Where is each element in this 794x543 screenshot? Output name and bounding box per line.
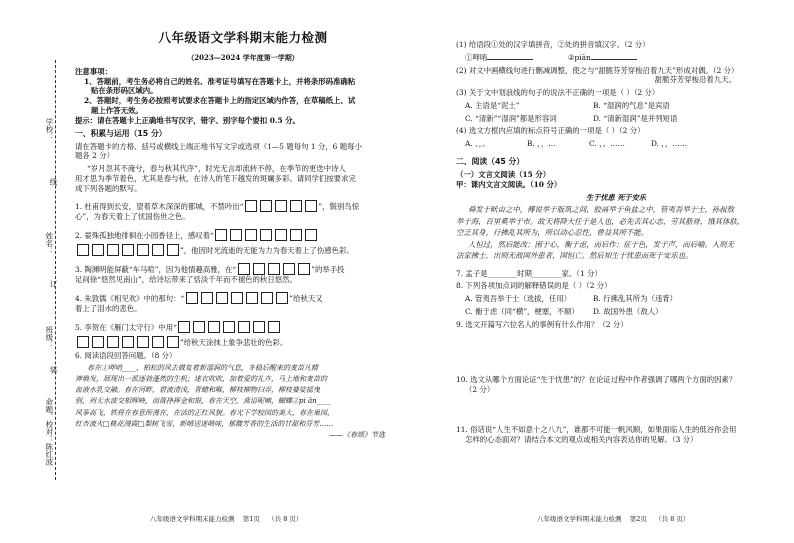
part2-heading: 二、阅读（45 分） <box>456 156 525 166</box>
p2-question-2-tail: 甜脆芬芳穿梭沿着九天。 <box>654 75 736 85</box>
binding-char-ding: 订 <box>48 280 58 288</box>
question-5: 5. 李贺在《雁门太守行》中用“ <box>75 321 391 333</box>
answer-box[interactable] <box>261 292 273 304</box>
answer-box[interactable] <box>245 229 257 241</box>
answer-box[interactable] <box>253 263 265 275</box>
answer-box[interactable] <box>215 229 227 241</box>
answer-box[interactable] <box>107 336 119 348</box>
answer-box[interactable] <box>268 321 280 333</box>
p2-question-3: (3) 关于文中划浪线的句子的说法不正确的一项是（ ）（2 分） <box>456 88 660 98</box>
lead-line-2: 用才思为季节着色，尤其是春与秋，在诗人的笔下越发的斑斓多彩。请同学们按要求完 <box>75 173 356 183</box>
binding-strip <box>0 0 62 543</box>
answer-box[interactable] <box>201 292 213 304</box>
answer-box[interactable] <box>77 244 89 256</box>
footer-left: 八年级语文学科期末能力检测 第1页 （共 8 页） <box>150 515 303 523</box>
lead-line-3: 成下列各题的默写。 <box>75 183 142 193</box>
answer-box[interactable] <box>246 292 258 304</box>
answer-blank[interactable] <box>487 59 533 60</box>
option-c[interactable]: C. “清新”“湿润”都是形容词 <box>465 113 557 123</box>
question-1: 1. 杜甫得到长安，望着草木深深的都城，不禁吟出“ ”，鬓别鸟惊 <box>75 202 360 212</box>
answer-box[interactable] <box>260 200 272 212</box>
answer-box[interactable] <box>216 292 228 304</box>
notes-tip: 提示：请在答题卡上正确地书写汉字，错字、别字每个要扣 0.5 分。 <box>75 115 300 125</box>
class-label: 班级： <box>44 326 54 349</box>
question-2-row2: ”，他因时光流逝的无能为力为春天着上了伤感色彩。 <box>75 244 391 256</box>
classical-text-title: 生于忧患 死于安乐 <box>585 192 646 202</box>
answer-box[interactable] <box>231 292 243 304</box>
option-d[interactable]: D. “清新湿润”是并列短语 <box>593 113 678 123</box>
answer-box[interactable] <box>167 336 179 348</box>
p2-question-8: 8. 下列各项加点词的解释错误的是（ ）（2 分） <box>456 281 612 291</box>
binding-line <box>55 60 56 480</box>
answer-box[interactable] <box>245 200 257 212</box>
answer-box[interactable] <box>305 229 317 241</box>
answer-box[interactable] <box>122 244 134 256</box>
answer-box[interactable] <box>238 263 250 275</box>
question-6: 6. 阅读语段回答问题。（8 分） <box>75 350 177 360</box>
question-4-tail: 着上了泪水的悲色。 <box>75 303 142 313</box>
reading-passage: 春在①呷哨____，柏松的风去做复着新湿润的气息，冬稳后醒来的麦苗凡精 神焕发，展现出一派逐勃蓬然的生机；迷衣吹吹，加着爱的礼卉，马土地和麦苗的 血液水乳交融。春在河畔，碧流清浅，青蜡和喉，柳枝柳物扫弄，柳枝婆娑摇曳 别，列无水波交相辉映，而落挣挥金和银，春在天空，燕语呢喃，蝴蝶②pi ǎn____ 风筝高飞，铁将在春意所漫在，在活的正红风貌。春光下学校园的美大，春在巢园， 红杏流火□桃花漫霞□梨树飞雪，新晴送迷喷味，郁馥芳香的生活的甘甜和芬芳…… ——《春颂》节选 <box>75 363 391 442</box>
p2-question-3-options-2 <box>456 114 776 124</box>
option-d[interactable]: D. ，，…… <box>651 139 688 149</box>
answer-box[interactable] <box>178 321 190 333</box>
p2-question-10: 10. 选文从哪个方面论证“生于忧患”的？在论证过程中作者强调了哪两个方面的因素？ <box>456 375 737 385</box>
option-d[interactable]: D. 故国外患（敌人） <box>593 306 663 316</box>
question-5-row2: ”给秋天涂抹上象争悲壮的色彩。 <box>75 336 391 348</box>
notes-item-1: 1、答题前，考生务必将自己的姓名、准考证号填写在答题卡上，并将条形码准确粘 <box>84 76 356 86</box>
answer-box[interactable] <box>137 244 149 256</box>
option-c[interactable]: C. ，。…… <box>589 139 625 149</box>
answer-box[interactable] <box>92 336 104 348</box>
p2-question-8-options-1 <box>456 294 776 304</box>
school-label: 学校： <box>44 118 54 141</box>
question-1-tail: 心”，为春天着上了忧国伤世之色。 <box>75 212 190 222</box>
p2-question-1: (1) 给语段①处的汉字填拼音，②处的拼音填汉字。（2 分） <box>456 40 650 49</box>
option-b[interactable]: B. “湿润的气息”是宾语 <box>593 100 670 110</box>
lead-line-1: “岁月忽其不淹兮，春与秋其代序”，时光无言却流转不停，在季节的更迭中诗人 <box>87 164 346 174</box>
exam-subtitle: （2023—2024 学年度第一学期） <box>187 52 299 62</box>
answer-box[interactable] <box>152 244 164 256</box>
answer-box[interactable] <box>290 200 302 212</box>
question-3-tail: 足间徐“悠然见南山”，给诗坛带来了恬淡千年而不褪色的秋日悠然。 <box>75 275 297 285</box>
part2-sub-1a: 甲：课内文言文阅读。（10 分） <box>456 179 562 189</box>
notes-item-1b: 贴在条形码区域内。 <box>91 86 158 96</box>
p2-question-3-options-1 <box>456 101 776 111</box>
option-b[interactable]: B. ，，… <box>527 139 556 149</box>
page-2 <box>456 40 776 444</box>
binding-char-zhuang: 装 <box>48 366 58 374</box>
answer-box[interactable] <box>260 229 272 241</box>
answer-box[interactable] <box>276 292 288 304</box>
question-4: 4. 朱敦儒《相见欢》中的那句：“ ”给秋天又 <box>75 293 323 303</box>
answer-box[interactable] <box>208 321 220 333</box>
answer-box[interactable] <box>230 229 242 241</box>
answer-space[interactable] <box>456 395 776 425</box>
answer-box[interactable] <box>186 292 198 304</box>
answer-box[interactable] <box>122 336 134 348</box>
answer-box[interactable] <box>305 200 317 212</box>
p2-question-11-tail: 怎样的心态面对？请结合本文的观点或相关内容表达你的见解。（3 分） <box>465 434 698 444</box>
answer-box[interactable] <box>275 229 287 241</box>
page-1 <box>75 30 391 442</box>
binding-char-xian: 线 <box>48 178 58 186</box>
question-2: 2. 晏殊孤独地徘徊在小园香径上，感叹着“ <box>75 229 391 241</box>
p2-question-10-score: （2 分） <box>465 385 495 395</box>
notes-title: 注意事项： <box>75 66 112 76</box>
option-a[interactable]: A. 、，。 <box>465 139 490 149</box>
answer-box[interactable] <box>77 336 89 348</box>
part2-sub-1: （一）文言文阅读（15 分） <box>456 170 551 180</box>
part1-intro: 请在答题卡的方格、括号或横线上端正地书写文字或选项（1—5 题每句 1 分，6 题每小 <box>75 141 362 151</box>
answer-space[interactable] <box>456 329 776 363</box>
option-a[interactable]: A. 管夷吾举于士（选拔，任用） <box>465 294 572 304</box>
passage-source: ——《春颂》节选 <box>329 431 385 440</box>
exam-title: 八年级语文学科期末能力检测 <box>158 30 328 45</box>
answer-box[interactable] <box>167 244 179 256</box>
answer-box[interactable] <box>298 263 310 275</box>
option-c[interactable]: C. 衡于虑（同“横”，梗塞，不顺） <box>465 306 579 316</box>
p2-question-4-options <box>456 139 776 149</box>
answer-box[interactable] <box>275 200 287 212</box>
notes-item-2: 2、答题时，考生务必按照考试要求在答题卡上的指定区域内作答，在草稿纸上、试 <box>84 96 356 106</box>
answer-box[interactable] <box>107 244 119 256</box>
answer-blank[interactable] <box>591 59 637 60</box>
answer-box[interactable] <box>253 321 265 333</box>
footer-right: 八年级语文学科期末能力检测 第2页 （共 8 页） <box>537 515 690 523</box>
p2-question-8-options-2 <box>456 307 776 317</box>
question-3: 3. 陶渊明能屏蔽“车马喧”，因为他情趣高雅，在“ ”的举手投 <box>75 265 345 275</box>
answer-box[interactable] <box>283 263 295 275</box>
answer-box[interactable] <box>268 263 280 275</box>
option-b[interactable]: B. 行拂乱其所为（违背） <box>593 294 678 304</box>
answer-box[interactable] <box>290 229 302 241</box>
p2-question-2: (2) 对文中画横线句进行删减调整，使之与“甜脆芬芳穿梭沿着九天”形成对偶。（2 分） <box>456 65 739 75</box>
name-label: 姓名： <box>44 232 54 255</box>
part1-heading: 一、积累与运用（15 分） <box>75 129 167 139</box>
part1-intro-2: 题各 2 分） <box>75 151 114 161</box>
answer-box[interactable] <box>152 336 164 348</box>
p2-question-7: 7. 孟子是________时期________家。（1 分） <box>456 268 602 278</box>
answer-box[interactable] <box>223 321 235 333</box>
p2-question-4: (4) 选文方框内应填的标点符号正确的一项是（ ）（2 分） <box>456 126 645 136</box>
answer-box[interactable] <box>238 321 250 333</box>
proctor-label: 命题、校对：陈红波 <box>44 398 54 466</box>
answer-box[interactable] <box>137 336 149 348</box>
answer-box[interactable] <box>92 244 104 256</box>
notes-item-2b: 题上作答无效。 <box>91 105 143 115</box>
p2-question-1-answers: ①呷哨 ②piān <box>456 53 776 63</box>
answer-box[interactable] <box>193 321 205 333</box>
p2-question-11: 11. 俗话说“人生不如意十之八九”，谁都不可能一帆风顺，如果面临人生的低谷你会用 <box>456 424 737 434</box>
option-a[interactable]: A. 主语是“泥土” <box>465 100 520 110</box>
p2-question-9: 9. 选文开篇写六位名人的事例有什么作用？（2 分） <box>456 319 628 329</box>
classical-text: 舜发于畎亩之中，傅说举于版筑之间，胶鬲举于鱼盐之中，管夷吾举于士，孙叔敖 举于海，百里奚举于市。故天将降大任于是人也，必先苦其心志，劳其筋骨，饿其体肤， 空乏其身，行拂乱其所为，所以动心忍性，曾益其所不能。 人恒过，然后能改；困于心，衡于虑，而后作；征于色，发于声，而后喻。入则无 法家拂士，出则无敌国外患者，国恒亡。然后知生于忧患而死于安乐也。 <box>456 205 745 261</box>
